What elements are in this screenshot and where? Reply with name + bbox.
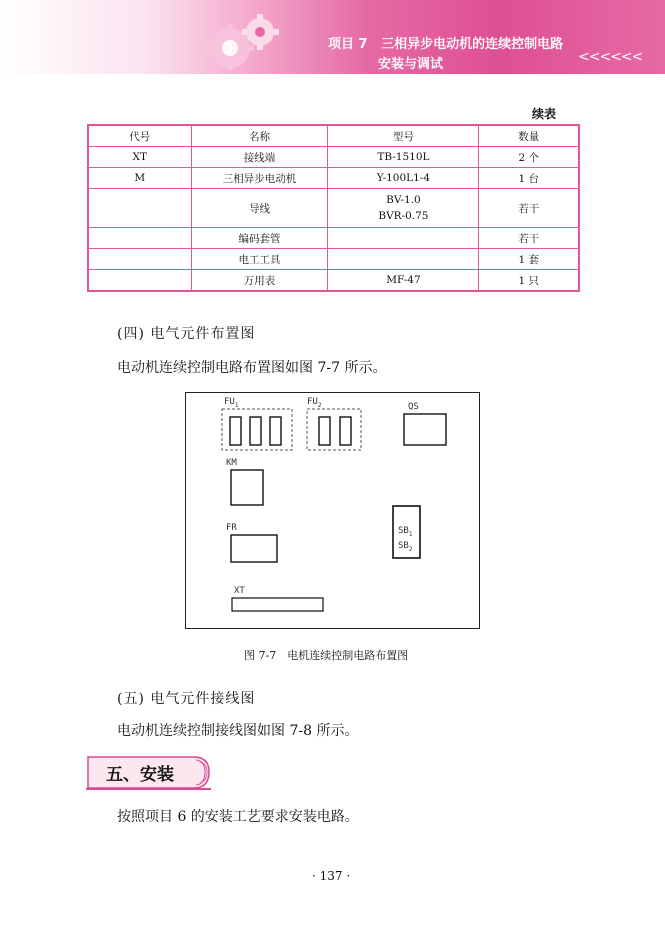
fuse-fu2-b <box>340 417 351 445</box>
fuse-fu1-a <box>230 417 241 445</box>
paragraph-install: 按照项目 6 的安装工艺要求安装电路。 <box>117 809 359 825</box>
cell-code <box>88 249 191 270</box>
cell-quantity: 若干 <box>479 189 579 228</box>
cell-model: MF-47 <box>328 270 479 292</box>
column-header-code: 代号 <box>88 125 191 147</box>
header-title-continued: 安装与调试 <box>378 57 444 72</box>
cell-quantity: 1 套 <box>479 249 579 270</box>
cell-name: 三相异步电动机 <box>191 168 328 189</box>
contactor-km <box>231 470 263 505</box>
label-fr: FR <box>226 523 237 533</box>
column-header-quantity: 数量 <box>479 125 579 147</box>
cell-name: 万用表 <box>191 270 328 292</box>
table-row <box>88 228 579 249</box>
label-sb1: $SB_1$ <box>398 526 413 538</box>
cell-code <box>88 270 191 292</box>
cell-quantity: 1 只 <box>479 270 579 292</box>
table-row <box>88 189 579 228</box>
cell-quantity: 2 个 <box>479 147 579 168</box>
column-header-name: 名称 <box>191 125 328 147</box>
header-title <box>328 33 563 52</box>
relay-fr <box>231 535 277 562</box>
fuse-fu1-b <box>250 417 261 445</box>
column-header-model: 型号 <box>328 125 479 147</box>
cell-name: 导线 <box>191 189 328 228</box>
cell-model: TB-1510L <box>328 147 479 168</box>
section-title: 五、安装 <box>106 765 174 785</box>
figure-caption: 图 7-7 电机连续控制电路布置图 <box>244 649 409 662</box>
label-xt: XT <box>234 586 245 596</box>
layout-diagram <box>185 392 480 629</box>
cell-model <box>328 228 479 249</box>
section-divider <box>86 788 211 790</box>
terminal-xt <box>232 598 323 611</box>
cell-name: 接线端 <box>191 147 328 168</box>
cell-quantity: 若干 <box>479 228 579 249</box>
paragraph-layout: 电动机连续控制电路布置图如图 7-7 所示。 <box>117 360 387 376</box>
label-km: KM <box>226 458 237 468</box>
label-fu2: $FU_2$ <box>307 397 322 409</box>
cell-code: M <box>88 168 191 189</box>
chevron-decoration-icon: <<<<<< <box>578 49 643 65</box>
cell-model <box>328 189 479 228</box>
section-heading-wiring: (五) 电气元件接线图 <box>117 691 256 707</box>
gear-decoration-icon <box>190 10 300 70</box>
table-continued-label: 续表 <box>532 107 557 121</box>
cell-quantity: 1 台 <box>479 168 579 189</box>
project-title: 三相异步电动机的连续控制电路 <box>381 37 564 52</box>
fuse-fu2-a <box>319 417 330 445</box>
cell-name: 编码套管 <box>191 228 328 249</box>
cell-code: XT <box>88 147 191 168</box>
cell-model-line: BV-1.0 <box>386 194 421 206</box>
table-row <box>88 168 579 189</box>
section-heading-layout: (四) 电气元件布置图 <box>117 326 256 342</box>
switch-qs <box>404 414 446 445</box>
cell-model <box>328 249 479 270</box>
parts-table <box>87 124 580 292</box>
label-sb2: $SB_2$ <box>398 541 413 553</box>
cell-name: 电工工具 <box>191 249 328 270</box>
page-header <box>0 0 665 74</box>
paragraph-wiring: 电动机连续控制接线图如图 7-8 所示。 <box>117 723 359 739</box>
table-row <box>88 147 579 168</box>
section-tab-install <box>86 755 211 789</box>
table-row <box>88 249 579 270</box>
cell-model: Y-100L1-4 <box>328 168 479 189</box>
table-row <box>88 270 579 292</box>
fuse-fu1-c <box>270 417 281 445</box>
label-fu1: $FU_1$ <box>224 397 239 409</box>
label-qs: QS <box>408 402 419 412</box>
cell-code <box>88 189 191 228</box>
table-header-row <box>88 125 579 147</box>
page-number: · 137 · <box>312 869 351 883</box>
cell-model-line: BVR-0.75 <box>378 210 429 222</box>
cell-code <box>88 228 191 249</box>
fu2-group-outline <box>307 409 361 450</box>
project-label: 项目 7 <box>328 37 368 52</box>
